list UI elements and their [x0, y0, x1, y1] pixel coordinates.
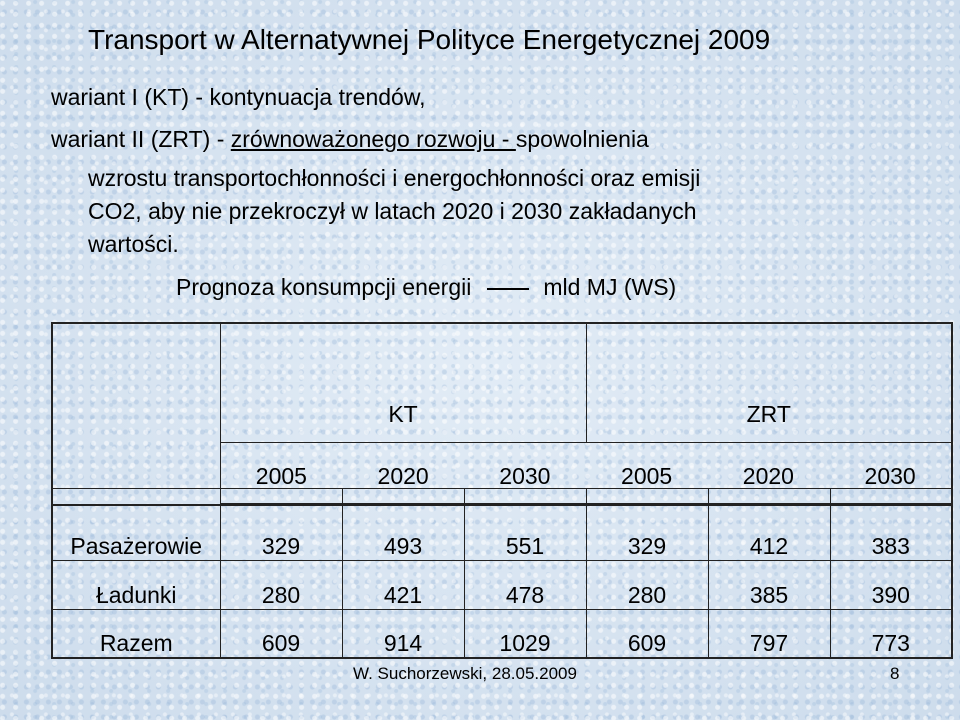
description-line-3: wartości. — [88, 231, 179, 257]
corner-cell — [52, 323, 220, 505]
table-cell: 478 — [464, 561, 586, 610]
energy-forecast-table — [51, 322, 953, 506]
table-cell: 493 — [342, 489, 464, 561]
table-cell: 383 — [830, 489, 952, 561]
year-header: 2030 — [864, 463, 916, 489]
year-header: 2005 — [255, 463, 307, 489]
footer-author-date: W. Suchorzewski, 28.05.2009 — [353, 664, 577, 683]
table-cell: 609 — [586, 610, 708, 659]
group-header-zrt: ZRT — [586, 323, 952, 443]
year-header: 2030 — [499, 463, 551, 489]
table-cell: 280 — [586, 561, 708, 610]
table-cell: 773 — [830, 610, 952, 659]
description-line-2: CO2, aby nie przekroczył w latach 2020 i 2030 zakładanych — [88, 198, 697, 224]
row-label-pasazerowie: Pasażerowie — [52, 489, 220, 561]
table-row — [52, 489, 952, 561]
variant-1-text: wariant I (KT) - kontynuacja trendów, — [51, 84, 426, 110]
table-cell: 329 — [586, 489, 708, 561]
table-cell: 797 — [708, 610, 830, 659]
variant-2-underlined: zrównoważonego rozwoju - — [230, 126, 516, 152]
table-cell: 385 — [708, 561, 830, 610]
table-cell: 390 — [830, 561, 952, 610]
table-row — [52, 561, 952, 610]
description-line-1: wzrostu transportochłonności i energochłonności oraz emisji — [88, 165, 701, 191]
forecast-heading — [176, 274, 676, 301]
table-cell: 914 — [342, 610, 464, 659]
table-cell: 551 — [464, 489, 586, 561]
forecast-heading-right: mld MJ (WS) — [543, 274, 677, 300]
table-cell: 421 — [342, 561, 464, 610]
table-cell: 609 — [220, 610, 342, 659]
page-number: 8 — [890, 664, 900, 683]
table-cell: 329 — [220, 489, 342, 561]
table-cell: 280 — [220, 561, 342, 610]
row-label-razem: Razem — [52, 610, 220, 659]
year-header: 2005 — [621, 463, 673, 489]
year-header: 2020 — [742, 463, 794, 489]
variant-2-prefix: wariant II (ZRT) - — [51, 126, 231, 152]
variant-2-suffix: spowolnienia — [515, 126, 649, 152]
group-header-row — [52, 323, 952, 443]
table-row — [52, 610, 952, 659]
dash-divider — [487, 288, 529, 290]
table-cell: 412 — [708, 489, 830, 561]
slide-title: Transport w Alternatywnej Polityce Energetycznej 2009 — [88, 24, 771, 55]
row-label-ladunki: Ładunki — [52, 561, 220, 610]
year-header: 2020 — [377, 463, 429, 489]
table-cell: 1029 — [464, 610, 586, 659]
group-header-kt: KT — [220, 323, 586, 443]
forecast-heading-left: Prognoza konsumpcji energii — [176, 274, 472, 300]
energy-forecast-values — [51, 488, 953, 659]
variant-2-text — [51, 126, 649, 153]
